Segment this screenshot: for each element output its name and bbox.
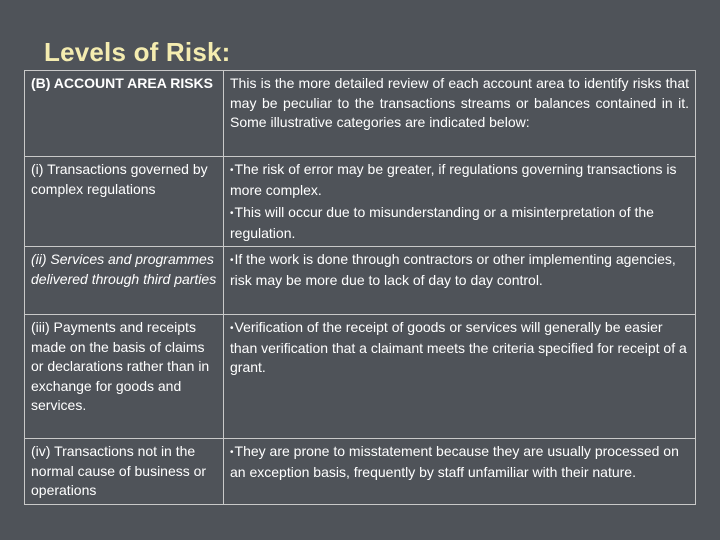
header-right-cell	[224, 71, 696, 157]
table-header-row	[25, 71, 696, 157]
bullet-icon: •	[230, 447, 234, 458]
header-right-text: This is the more detailed review of each account area to identify risks that may be peculiar to the transactions streams or balances contained in it. Some illustrative categories are indicated below:	[230, 75, 689, 130]
row-content-cell	[224, 439, 696, 505]
header-left-cell	[25, 71, 224, 157]
bullet-icon: •	[230, 165, 234, 176]
row-label-cell	[25, 157, 224, 247]
table-row	[25, 157, 696, 247]
bullet-icon: •	[230, 208, 234, 219]
row-content-cell	[224, 315, 696, 439]
bullet-item: •If the work is done through contractors or other implementing agencies, risk may be more due to lack of day to day control.	[230, 251, 676, 288]
row-label-cell	[25, 315, 224, 439]
row-label: (iii) Payments and receipts made on the basis of claims or declarations rather than in exchange for goods and services.	[31, 319, 210, 413]
bullet-item: •This will occur due to misunderstanding or a misinterpretation of the regulation.	[230, 204, 654, 241]
header-left-label: (B) ACCOUNT AREA RISKS	[31, 75, 213, 91]
bullet-icon: •	[230, 255, 234, 266]
bullet-item: •They are prone to misstatement because they are usually processed on an exception basis, frequently by staff unfamiliar with their nature.	[230, 443, 679, 480]
row-label: (ii) Services and programmes delivered through third parties	[31, 251, 217, 287]
row-label: (i) Transactions governed by complex regulations	[31, 161, 208, 197]
table-row	[25, 439, 696, 505]
row-label-cell	[25, 247, 224, 315]
table-row	[25, 247, 696, 315]
bullet-item: •The risk of error may be greater, if regulations governing transactions is more complex.	[230, 161, 677, 198]
bullet-item: •Verification of the receipt of goods or services will generally be easier than verification that a claimant meets the criteria specified for receipt of a grant.	[230, 319, 687, 375]
slide-title: Levels of Risk:	[44, 37, 231, 67]
bullet-icon: •	[230, 323, 234, 334]
row-content-cell	[224, 247, 696, 315]
row-label: (iv) Transactions not in the normal cause of business or operations	[31, 443, 207, 498]
row-label-cell	[25, 439, 224, 505]
row-content-cell	[224, 157, 696, 247]
table-row	[25, 315, 696, 439]
risk-table	[24, 70, 696, 505]
